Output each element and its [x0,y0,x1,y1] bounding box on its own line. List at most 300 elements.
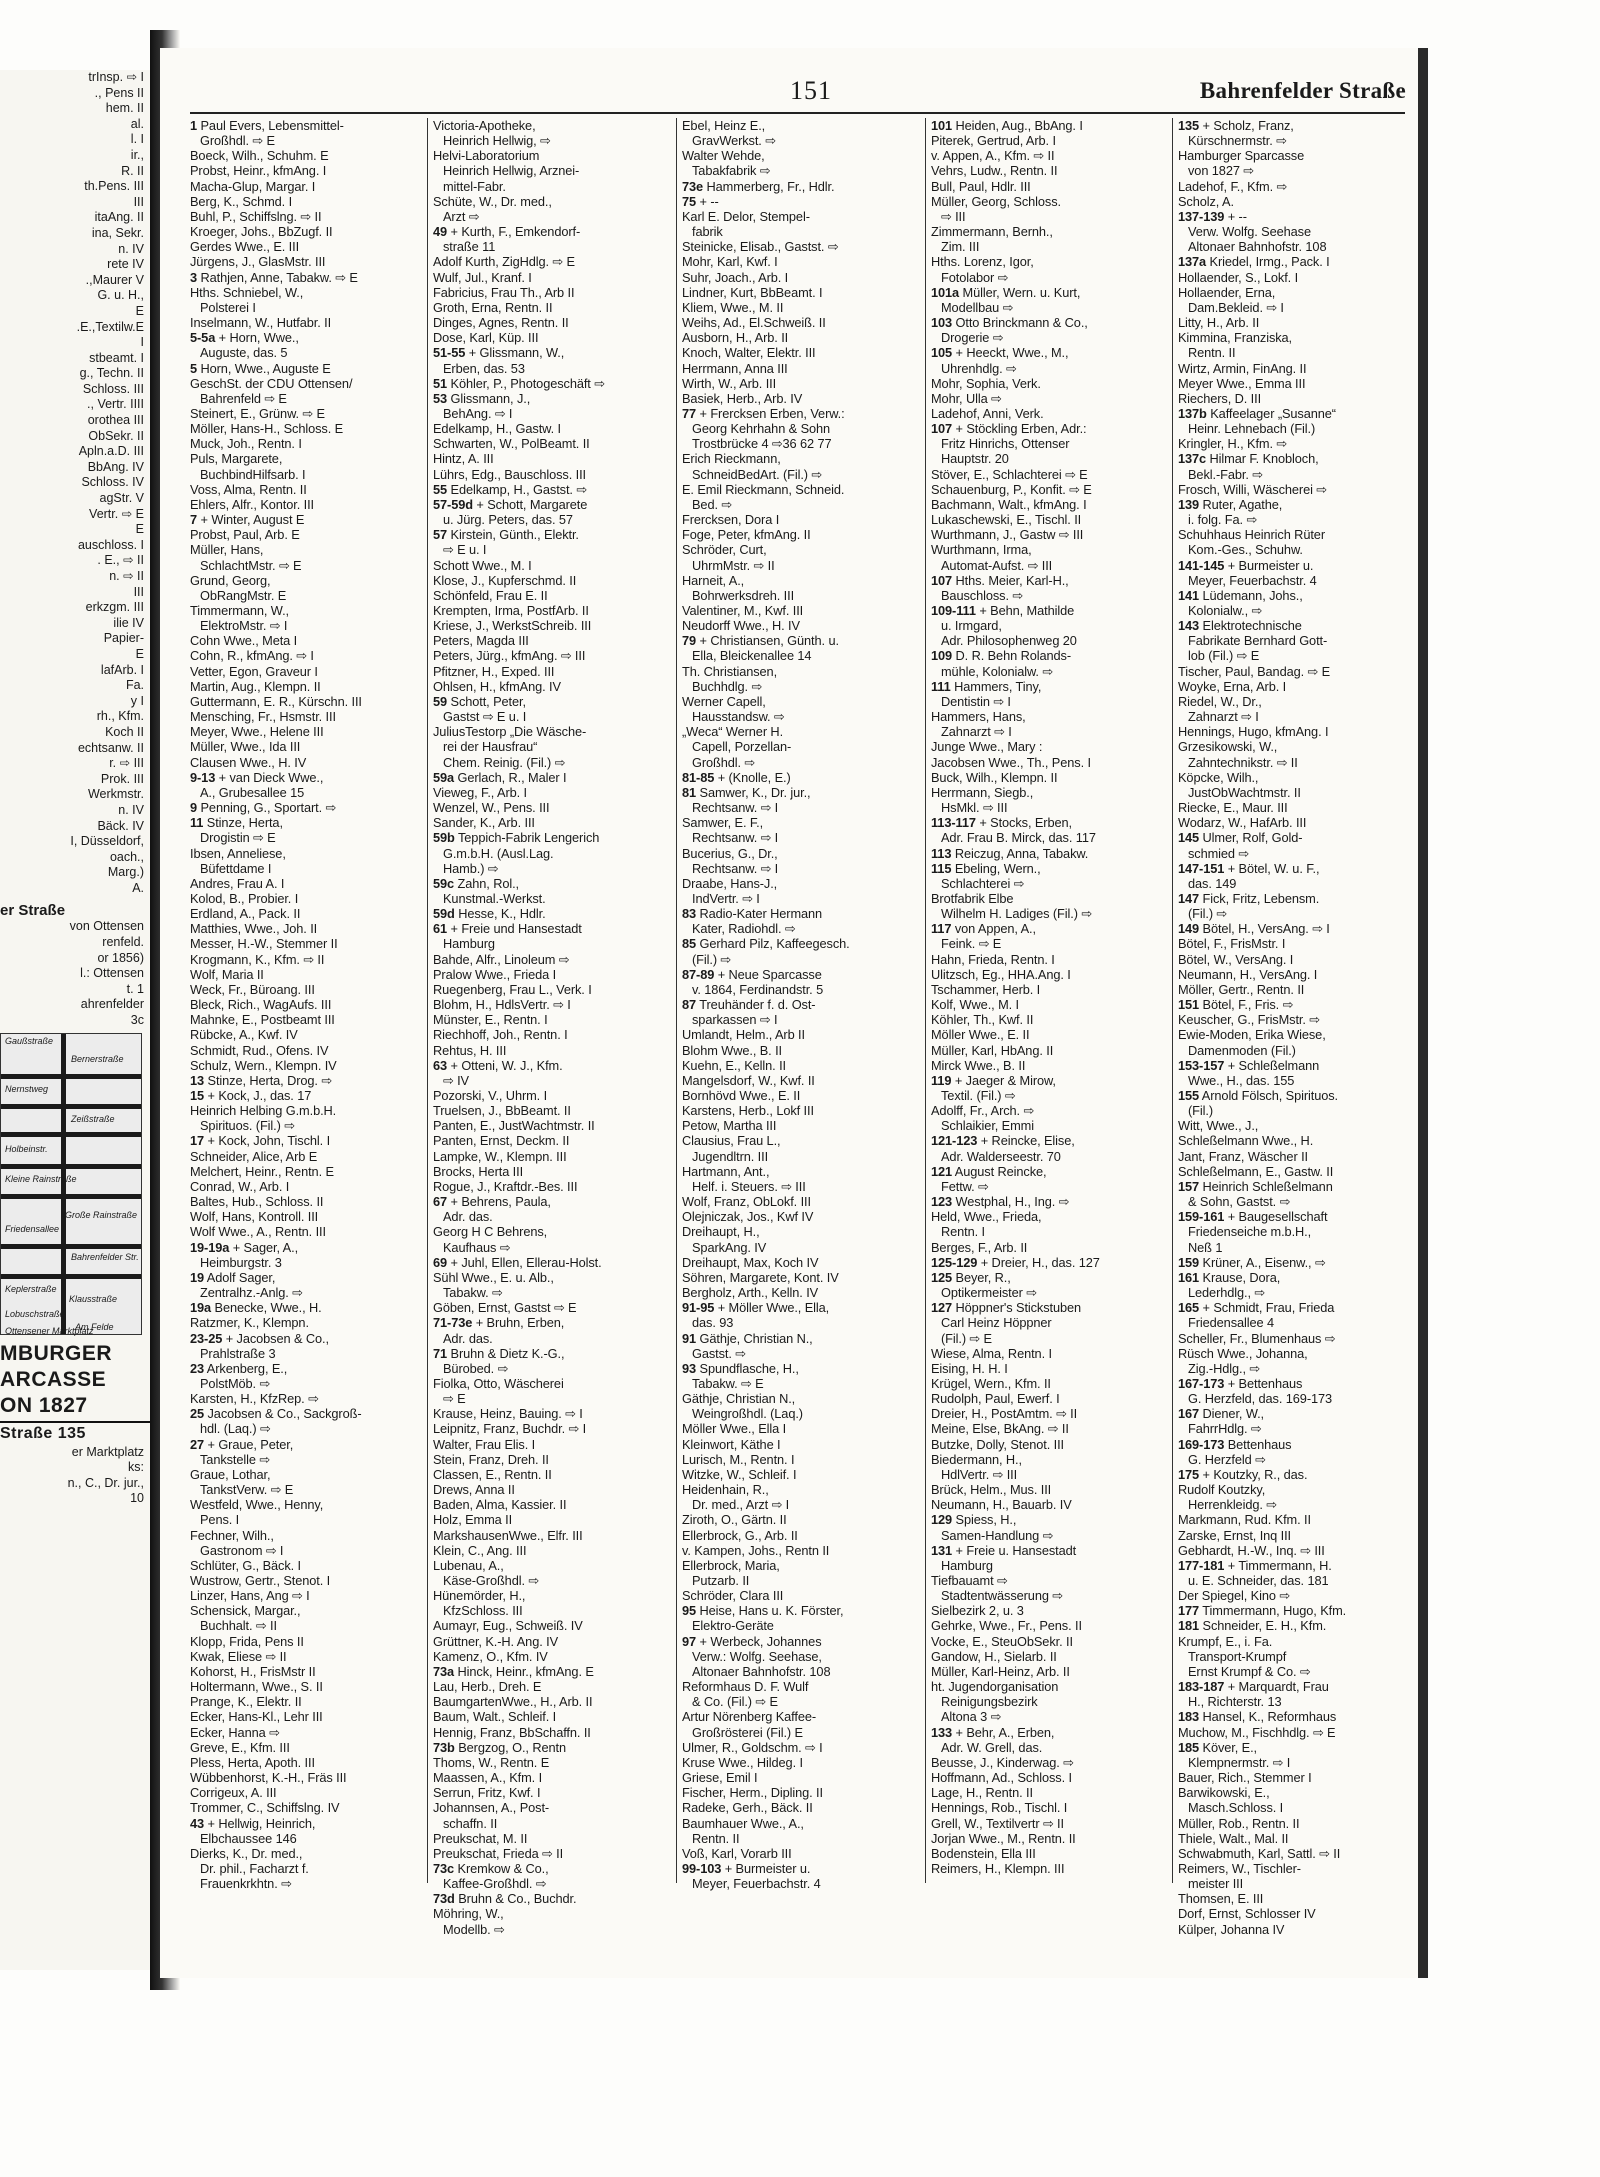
directory-entry-line: SchlachtMstr. ⇨ E [200,557,302,573]
directory-entry-line: Kwak, Eliese ⇨ II [190,1648,287,1664]
directory-entry-line: 115 Ebeling, Wern., [931,860,1041,876]
left-page-text-line: rh., Kfm. [96,709,144,724]
directory-entry-line: Mensching, Fr., Hsmstr. III [190,709,336,725]
directory-entry-line: Dam.Bekleid. ⇨ I [1188,299,1284,315]
left-page-footer-lines [0,1445,150,1507]
directory-entry-line: Klein, C., Ang. III [433,1542,527,1558]
directory-entry-line: Ulmer, R., Goldschm. ⇨ I [682,1739,823,1755]
left-page-text-line: n. IV [118,241,144,256]
directory-entry-line: Karl E. Delor, Stempel- [682,208,810,224]
directory-entry-line: 87-89 + Neue Sparcasse [682,966,822,982]
directory-entry-line: Adr. W. Grell, das. [941,1739,1043,1755]
left-page-text-line: E [135,646,144,661]
column-divider [1172,118,1173,1883]
directory-entry-line: Weck, Fr., Büroang. III [190,981,315,997]
directory-entry-line: Reimers, W., Tischler- [1178,1860,1301,1876]
directory-entry-line: Bekl.-Fabr. ⇨ [1188,466,1263,482]
directory-entry-line: 19-19a + Sager, A., [190,1239,299,1255]
directory-entry-line: Truelsen, J., BbBeamt. II [433,1103,571,1119]
directory-entry-line: Dreihaupt, H., [682,1224,760,1240]
directory-entry-line: 23 Arkenberg, E., [190,1360,288,1376]
directory-entry-line: 59b Teppich-Fabrik Lengerich [433,830,600,846]
directory-entry-line: Neumann, H., VersAng. I [1178,966,1318,982]
directory-entry-line: Der Spiegel, Kino ⇨ [1178,1588,1290,1604]
left-page-text-line: rete IV [107,257,144,272]
directory-entry-line: Krügel, Wern., Kfm. II [931,1375,1051,1391]
directory-entry-line: Dose, Karl, Küp. III [433,330,539,346]
directory-entry-line: Hahn, Frieda, Rentn. I [931,951,1055,967]
directory-entry-line: FahrrHdlg. ⇨ [1188,1421,1262,1437]
directory-entry-line: Fiolka, Otto, Wäscherei [433,1375,564,1391]
left-page-text-line: Apln.a.D. III [78,444,144,459]
directory-entry-line: Voss, Alma, Rentn. II [190,481,307,497]
directory-entry-line: Ellerbrock, G., Arb. II [682,1527,798,1543]
directory-entry-line: 59 Schott, Peter, [433,693,526,709]
directory-entry-line: H., Richterstr. 13 [1188,1694,1282,1710]
directory-entry-line: Berges, F., Arb. II [931,1239,1028,1255]
directory-entry-line: G. Herzfeld, das. 169-173 [1188,1391,1333,1407]
left-page-text-line: echtsanw. II [77,740,144,755]
directory-entry-line: 73b Bergzog, O., Rentn [433,1739,566,1755]
directory-entry-line: Baum, Walt., Schleif. I [433,1709,557,1725]
directory-entry-line: Peters, Magda III [433,633,529,649]
directory-entry-line: Holz, Emma II [433,1512,513,1528]
directory-entry-line: Kohorst, H., FrisMstr II [190,1663,316,1679]
directory-entry-line: 155 Arnold Fölsch, Spirituos. [1178,1088,1339,1103]
directory-entry-line: Adr. das. [443,1209,493,1225]
directory-entry-line: Cohn, R., kfmAng. ⇨ I [190,648,314,664]
directory-entry-line: Hths. Lorenz, Igor, [931,254,1034,270]
directory-entry-line: Baltes, Hub., Schloss. II [190,1194,324,1210]
directory-entry-line: Drogerie ⇨ [941,330,1004,346]
directory-entry-line: Hamburg [941,1557,993,1573]
directory-entry-line: i. folg. Fa. ⇨ [1188,512,1258,528]
directory-entry-line: Muchow, M., Fischhdlg. ⇨ E [1178,1724,1336,1740]
directory-entry-line: Zentralhz.-Anlg. ⇨ [200,1285,303,1301]
left-page-text-line: trInsp. ⇨ I [88,70,144,84]
directory-entry-line: Krogmann, K., Kfm. ⇨ II [190,951,325,967]
directory-entry-line: 19 Adolf Sager, [190,1269,276,1285]
left-page-lines [0,70,150,896]
directory-entry-line: fabrik [692,224,723,240]
directory-entry-line: Artur Nörenberg Kaffee- [682,1709,817,1725]
directory-entry-line: Hennig, Franz, BbSchaffn. II [433,1724,591,1740]
directory-entry-line: das. 149 [1188,875,1237,891]
map-street-label: Bahrenfelder Str. [71,1251,139,1262]
left-page-section-lines [0,919,150,1028]
directory-entry-line: Ibsen, Anneliese, [190,845,286,861]
directory-entry-line: HsMkl. ⇨ III [941,800,1008,816]
directory-entry-line: 101 Heiden, Aug., BbAng. I [931,118,1083,133]
directory-entry-line: Ulitzsch, Eg., HHA.Ang. I [931,966,1071,982]
directory-entry-line: Blohm Wwe., B. II [682,1042,782,1058]
directory-entry-line: 97 + Werbeck, Johannes [682,1633,822,1649]
directory-entry-line: 119 + Jaeger & Mirow, [931,1072,1056,1088]
directory-entry-line: Meyer, Feuerbachstr. 4 [692,1876,821,1892]
directory-entry-line: Biedermann, H., [931,1451,1022,1467]
page-number: 151 [790,76,832,105]
directory-entry-line: Gastst. ⇨ [692,1345,746,1361]
left-page-text-line: ahrenfelder [80,997,144,1012]
directory-entry-line: Grund, Georg, [190,572,271,588]
directory-entry-line: Kroeger, Johs., BbZugf. II [190,224,333,240]
directory-entry-line: ObRangMstr. E [200,587,287,603]
directory-entry-line: Brück, Helm., Mus. III [931,1482,1052,1498]
directory-entry-line: JuliusTestorp „Die Wäsche- [433,724,587,740]
directory-entry-line: 91-95 + Möller Wwe., Ella, [682,1300,830,1316]
directory-entry-line: PolstMöb. ⇨ [200,1375,271,1391]
directory-entry-line: Draabe, Hans-J., [682,875,778,891]
directory-entry-line: Georg H C Behrens, [433,1224,548,1240]
directory-entry-line: Witzke, W., Schleif. I [682,1466,797,1482]
directory-entry-line: Arzt ⇨ [443,208,480,224]
page-header [180,76,1410,116]
directory-entry-line: 159-161 + Baugesellschaft [1178,1209,1328,1225]
directory-entry-line: Wolf, Maria II [190,966,264,982]
directory-entry-line: v. Appen, A., Kfm. ⇨ II [931,148,1055,164]
directory-entry-line: Georg Kehrhahn & Sohn [692,421,831,437]
left-page-text-line: ir., [130,147,144,162]
directory-entry-line: Schneider, Alice, Arb E [190,1148,318,1164]
directory-entry-line: Stöver, E., Schlachterei ⇨ E [931,466,1088,482]
directory-entry-line: Dr. phil., Facharzt f. [200,1860,309,1876]
directory-entry-line: Wwe., H., das. 155 [1188,1072,1295,1088]
directory-entry-line: 147-151 + Bötel, W. u. F., [1178,860,1320,876]
directory-entry-line: Auguste, das. 5 [200,345,288,361]
directory-entry-line: 107 + Stöckling Erben, Adr.: [931,421,1087,437]
directory-entry-line: Kunstmal.-Werkst. [443,890,546,906]
directory-entry-line: Bucerius, G., Dr., [682,845,778,861]
directory-entry-line: Tabakw. ⇨ [443,1285,503,1301]
directory-entry-line: Vehrs, Ludw., Rentn. II [931,163,1058,179]
directory-entry-line: Jugendltrn. III [692,1148,769,1164]
directory-entry-line: rei der Hausfrau“ [443,739,538,755]
directory-entry-line: Messer, H.-W., Stemmer II [190,936,338,952]
directory-entry-line: Basiek, Herb., Arb. IV [682,390,803,406]
directory-entry-line: Zimmermann, Bernh., [931,224,1053,240]
directory-entry-line: 127 Höppner's Stickstuben [931,1300,1082,1316]
directory-entry-line: Neumann, H., Bauarb. IV [931,1497,1072,1513]
left-page-text-line: I [140,335,144,350]
directory-entry-line: Masch.Schloss. I [1188,1800,1284,1816]
directory-entry-line: 87 Treuhänder f. d. Ost- [682,997,816,1013]
directory-entry-line: 125-129 + Dreier, H., das. 127 [931,1254,1100,1270]
left-page-text-line: ., Pens II [94,85,144,100]
directory-entry-line: Panten, Ernst, Deckm. II [433,1133,570,1149]
directory-entry-line: 59c Zahn, Rol., [433,875,520,891]
directory-entry-line: Wübbenhorst, K.-H., Fräs III [190,1770,347,1786]
directory-entry-line: Th. Christiansen, [682,663,778,679]
directory-entry-line: Kruse Wwe., Hildeg. I [682,1754,803,1770]
column-divider [427,118,428,1883]
directory-entry-line: 59a Gerlach, R., Maler I [433,769,567,785]
directory-entry-line: Buchhdlg. ⇨ [692,678,763,694]
directory-entry-line: Köhler, Th., Kwf. II [931,1012,1034,1028]
directory-columns [190,118,1412,1937]
directory-entry-line: Reimers, H., Klempn. III [931,1860,1065,1876]
directory-entry-line: 27 + Graue, Peter, [190,1436,294,1452]
directory-entry-line: Vieweg, F., Arb. I [433,784,527,800]
left-page-text-line: erkzgm. III [85,600,144,615]
directory-entry-line: Möller, Gertr., Rentn. II [1178,981,1305,997]
directory-entry-line: v. 1864, Ferdinandstr. 5 [692,981,824,997]
directory-entry-line: Hamburger Sparcasse [1178,148,1305,164]
directory-entry-line: Adolff, Fr., Arch. ⇨ [931,1103,1035,1119]
directory-entry-line: 159 Krüner, A., Eisenw., ⇨ [1178,1254,1326,1270]
directory-entry-line: Rübcke, A., Kwf. IV [190,1027,298,1043]
directory-entry-line: Reinigungsbezirk [941,1694,1038,1710]
directory-entry-line: Bodenstein, Ella III [931,1845,1036,1861]
directory-entry-line: Riedel, W., Dr., [1178,693,1262,709]
left-page-text-line: BbAng. IV [87,459,144,474]
directory-entry-line: Mangelsdorf, W., Kwf. II [682,1072,815,1088]
directory-entry-line: Pfitzner, H., Exped. III [433,663,555,679]
ad-line: MBURGER [0,1341,112,1365]
left-page-text-line: Bäck. IV [97,818,144,833]
directory-column-2 [433,118,671,1937]
directory-entry-line: ⇨ E u. I [443,542,487,558]
directory-entry-line: Tischer, Paul, Bandag. ⇨ E [1178,663,1331,679]
map-street-label: Klausstraße [69,1293,118,1304]
directory-entry-line: Ladehof, F., Kfm. ⇨ [1178,178,1288,194]
directory-entry-line: Hamburg [443,936,495,952]
directory-entry-line: Wolf, Hans, Kontroll. III [190,1209,319,1225]
directory-entry-line: Karsten, H., KfzRep. ⇨ [190,1391,319,1407]
directory-entry-line: Harneit, A., [682,572,745,588]
directory-entry-line: Schlachterei ⇨ [941,875,1025,891]
directory-entry-line: Elbchaussee 146 [200,1830,297,1846]
directory-entry-line: Hths. Schniebel, W., [190,284,304,300]
directory-entry-line: Westfeld, Wwe., Henny, [190,1497,324,1513]
directory-entry-line: Erdland, A., Pack. II [190,906,301,922]
directory-entry-line: Kolod, B., Probier. I [190,890,299,906]
directory-entry-line: Lindner, Kurt, BbBeamt. I [682,284,823,300]
directory-entry-line: Werner Capell, [682,693,766,709]
directory-entry-line: Herrmann, Anna III [682,360,788,376]
directory-entry-line: Tschammer, Herb. I [931,981,1041,997]
directory-entry-line: (Fil.) ⇨ [1188,906,1228,922]
left-page-text-line: Schloss. III [82,381,144,396]
directory-entry-line: Kolf, Wwe., M. I [931,997,1019,1013]
directory-entry-line: Riechers, D. III [1178,390,1262,406]
left-page-text-line: lafArb. I [100,662,144,677]
directory-entry-line: Rudolph, Paul, Ewerf. I [931,1391,1060,1407]
directory-entry-line: Jürgens, J., GlasMstr. III [190,254,326,270]
map-street-label: Zeißstraße [71,1113,115,1124]
directory-entry-line: G. Herzfeld ⇨ [1188,1451,1266,1467]
directory-entry-line: u. Jürg. Peters, das. 57 [443,512,573,528]
directory-entry-line: Schwabmuth, Karl, Sattl. ⇨ II [1178,1845,1341,1861]
directory-entry-line: Wurthmann, J., Gastw ⇨ III [931,527,1084,543]
directory-entry-line: 75 + -- [682,193,719,209]
ad-line: ARCASSE [0,1367,107,1391]
directory-entry-line: Herrmann, Siegb., [931,784,1034,800]
directory-entry-line: Friedensallee 4 [1188,1315,1274,1331]
directory-entry-line: Lukaschewski, E., Tischl. II [931,512,1082,528]
directory-entry-line: Blohm, H., HdlsVertr. ⇨ I [433,997,571,1013]
directory-entry-line: Wolf Wwe., A., Rentn. III [190,1224,326,1240]
directory-entry-line: Thomsen, E. III [1178,1891,1264,1907]
directory-entry-line: Matthies, Wwe., Joh. II [190,921,318,937]
directory-entry-line: Krause, Heinz, Bauing. ⇨ I [433,1406,583,1422]
directory-entry-line: Frauenkrkhtn. ⇨ [200,1876,292,1892]
street-title: Bahrenfelder Straße [1199,78,1406,103]
left-page-text-line: Koch II [105,724,144,739]
directory-entry-line: Schwarten, W., PolBeamt. II [433,436,590,452]
directory-entry-line: Suhr, Joach., Arb. I [682,269,789,285]
directory-entry-line: Reformhaus D. F. Wulf [682,1679,809,1695]
directory-entry-line: Schulz, Wern., Klempn. IV [190,1057,337,1073]
directory-entry-line: Thiele, Walt., Mal. II [1178,1830,1289,1846]
directory-entry-line: Altonaer Bahnhofstr. 108 [692,1663,831,1679]
directory-entry-line: Baumhauer Wwe., A., [682,1815,804,1831]
directory-entry-line: Kaffee-Großhdl. ⇨ [443,1876,547,1892]
directory-entry-line: mittel-Fabr. [443,178,506,194]
directory-entry-line: Trommer, C., Schiffslng. IV [190,1800,340,1816]
directory-entry-line: 177 Timmermann, Hugo, Kfm. [1178,1603,1347,1619]
directory-entry-line: Scholz, A. [1178,193,1234,209]
left-page-text-line: al. [130,116,144,131]
directory-entry-line: Schleßelmann, E., Gastw. II [1178,1163,1334,1179]
directory-entry-line: Putzarb. II [692,1573,750,1588]
left-page-text-line: renfeld. [102,935,144,950]
directory-entry-line: Schüte, W., Dr. med., [433,193,552,209]
directory-entry-line: Ecker, Hans-Kl., Lehr III [190,1709,323,1725]
directory-entry-line: Markmann, Rud. Kfm. II [1178,1512,1311,1528]
directory-entry-line: Junge Wwe., Mary : [931,739,1043,755]
directory-entry-line: Peters, Jürg., kfmAng. ⇨ III [433,648,586,664]
directory-entry-line: Mohr, Karl, Kwf. I [682,254,778,270]
directory-entry-line: 73c Kremkow & Co., [433,1860,549,1876]
directory-entry-line: 113 Reiczug, Anna, Tabakw. [931,845,1089,861]
directory-entry-line: Schleßelmann Wwe., H. [1178,1133,1314,1149]
directory-entry-line: Söhren, Margarete, Kont. IV [682,1269,839,1285]
directory-entry-line: Bleck, Rich., WagAufs. III [190,997,332,1013]
directory-entry-line: 141-145 + Burmeister u. [1178,557,1314,573]
directory-entry-line: Dinges, Agnes, Rentn. II [433,315,569,331]
left-page-text-line: Fa. [125,678,144,693]
directory-entry-line: 73d Bruhn & Co., Buchdr. [433,1891,577,1907]
directory-entry-line: Mohr, Ulla ⇨ [931,390,1002,406]
left-page-text-line: t. 1 [126,981,144,996]
directory-entry-line: Müller, Wwe., Ida III [190,739,301,755]
directory-entry-line: Frercksen, Dora I [682,512,780,528]
directory-entry-line: Müller, Karl-Heinz, Arb. II [931,1663,1070,1679]
left-page-text-line: R. II [121,163,144,178]
directory-entry-line: 129 Spiess, H., [931,1512,1017,1528]
directory-entry-line: Lampke, W., Klempn. III [433,1148,567,1164]
directory-entry-line: 145 Ulmer, Rolf, Gold- [1178,830,1303,846]
directory-entry-line: Rechtsanw. ⇨ I [692,830,779,846]
directory-entry-line: Buhl, P., Schiffslng. ⇨ II [190,208,322,224]
directory-entry-line: Lubenau, A., [433,1557,504,1573]
directory-entry-line: Klempnermstr. ⇨ I [1188,1754,1291,1770]
directory-entry-line: Modellb. ⇨ [443,1921,505,1937]
directory-entry-line: Rehtus, H. III [433,1042,507,1058]
directory-entry-line: Corrigeux, A. III [190,1785,277,1801]
directory-entry-line: straße 11 [443,239,496,255]
directory-entry-line: Spirituos. (Fil.) ⇨ [200,1118,295,1134]
directory-entry-line: 121 August Reincke, [931,1163,1047,1179]
directory-entry-line: Wulf, Jul., Kranf. I [433,269,532,285]
directory-entry-line: Gerdes Wwe., E. III [190,239,300,255]
directory-entry-line: Bergholz, Arth., Kelln. IV [682,1285,819,1301]
directory-entry-line: 23-25 + Jacobsen & Co., [190,1330,329,1346]
directory-entry-line: Barwikowski, E., [1178,1785,1270,1801]
left-page-text-line: E [135,522,144,537]
directory-entry-line: Kater, Radiohdl. ⇨ [692,921,796,937]
directory-entry-line: Zahnarzt ⇨ I [1188,709,1259,725]
left-page-text-line: stbeamt. I [89,350,144,365]
directory-entry-line: Erich Rieckmann, [682,451,781,467]
left-page-text-line: r. ⇨ III [109,756,144,771]
directory-entry-line: Radeke, Gerh., Bäck. II [682,1800,813,1816]
directory-entry-line: Rechtsanw. ⇨ I [692,800,779,816]
directory-entry-line: 71-73e + Bruhn, Erben, [433,1315,565,1331]
left-page-text-line: er Marktplatz [71,1444,144,1459]
directory-entry-line: Chem. Reinig. (Fil.) ⇨ [443,754,566,770]
directory-entry-line: Optikermeister ⇨ [941,1285,1037,1301]
directory-entry-line: Gäthje, Christian N., [682,1391,796,1407]
directory-entry-line: 183-187 + Marquardt, Frau [1178,1679,1329,1695]
directory-entry-line: Hamb.) ⇨ [443,860,499,876]
map-street-label: Große Rainstraße [65,1209,138,1220]
directory-entry-line: 63 + Otteni, W. J., Kfm. [433,1057,563,1073]
map-street-label: Lobuschstraße [5,1308,65,1319]
directory-entry-line: Brocks, Herta III [433,1163,524,1179]
map-street-label: Nernstweg [5,1083,49,1094]
directory-column-4 [931,118,1167,1888]
directory-entry-line: Ernst Krumpf & Co. ⇨ [1188,1663,1311,1679]
directory-entry-line: Clausen Wwe., H. IV [190,754,307,770]
directory-entry-line: Heimburgstr. 3 [200,1254,282,1270]
directory-entry-line: (Fil.) ⇨ E [941,1330,992,1346]
directory-entry-line: & Sohn, Gastst. ⇨ [1188,1194,1291,1210]
directory-entry-line: Vocke, E., SteuObSekr. II [931,1633,1073,1649]
directory-entry-line: Zarske, Ernst, Inq III [1178,1527,1292,1543]
directory-entry-line: mühle, Kolonialw. ⇨ [941,663,1053,679]
directory-entry-line: SchneidBedArt. (Fil.) ⇨ [692,466,823,482]
directory-entry-line: Verw.: Wolfg. Seehase, [692,1648,822,1664]
directory-entry-line: Bohrwerksdreh. III [692,587,795,603]
directory-entry-line: JustObWachtmstr. II [1188,784,1301,800]
directory-entry-line: Elektro-Geräte [692,1618,774,1634]
directory-entry-line: 61 + Freie und Hansestadt [433,921,582,937]
directory-entry-line: 73a Hinck, Heinr., kfmAng. E [433,1663,594,1679]
directory-entry-line: Möhring, W., [433,1906,504,1922]
directory-entry-line: BuchbindHilfsarb. I [200,466,306,482]
left-page-text-line: Vertr. ⇨ E [89,506,144,521]
directory-entry-line: 139 Ruter, Agathe, [1178,496,1283,512]
directory-entry-line: IndVertr. ⇨ I [692,890,760,906]
directory-entry-line: HdlVertr. ⇨ III [941,1466,1018,1482]
directory-entry-line: Krumpf, E., i. Fa. [1178,1633,1273,1649]
directory-entry-line: Müller, Karl, HbAng. II [931,1042,1054,1058]
directory-entry-line: Rentn. I [941,1224,986,1240]
directory-entry-line: Holtermann, Wwe., S. II [190,1679,323,1695]
directory-entry-line: Rüsch Wwe., Johanna, [1178,1345,1308,1361]
directory-entry-line: Mahnke, E., Postbeamt III [190,1012,335,1028]
directory-entry-line: Lurisch, M., Rentn. I [682,1451,795,1467]
directory-entry-line: Clausius, Frau L., [682,1133,781,1149]
directory-entry-line: Jorjan Wwe., M., Rentn. II [931,1830,1076,1846]
directory-entry-line: Weingroßhdl. (Laq.) [692,1406,803,1422]
directory-entry-line: 51-55 + Glissmann, W., [433,345,565,361]
left-page-text-line: ObSekr. II [88,428,144,443]
directory-entry-line: Dierks, K., Dr. med., [190,1845,303,1861]
directory-entry-line: 135 + Scholz, Franz, [1178,118,1294,133]
directory-entry-line: hdl. (Laq.) ⇨ [200,1421,271,1437]
